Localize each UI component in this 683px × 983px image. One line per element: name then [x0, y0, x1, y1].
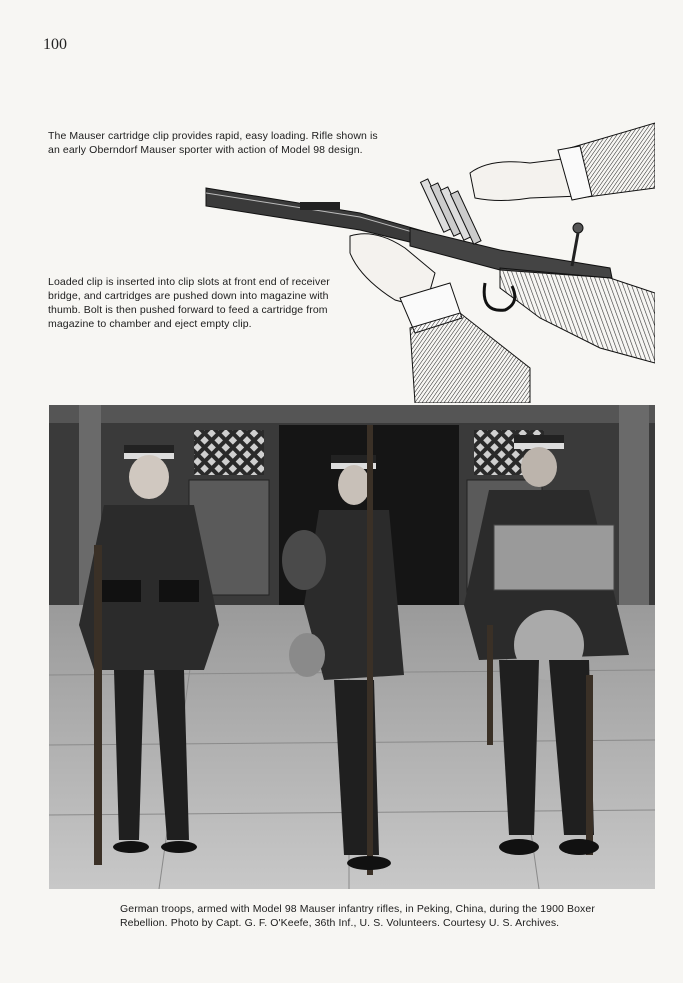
caption-clip-insertion: Loaded clip is inserted into clip slots at front end of receiver bridge, and cartridges are pushed down into magazine with thumb. Bolt is then pushed forward to feed a cartridge from magazine to chamber and eject empty clip. — [48, 276, 330, 330]
caption-german-troops: German troops, armed with Model 98 Mauser infantry rifles, in Peking, China, during the 1900 Boxer Rebellion. Photo by Capt. G. F. O'Keefe, 36th Inf., U. S. Volunteers. Courtesy U. S. Archives. — [120, 903, 595, 929]
rifle-loading-illustration — [200, 118, 655, 403]
german-troops-photograph — [49, 405, 655, 889]
caption-clip-loading: The Mauser cartridge clip provides rapid, easy loading. Rifle shown is an early Oberndorf Mauser sporter with action of Model 98 design. — [48, 130, 378, 156]
page-number: 100 — [43, 36, 67, 53]
